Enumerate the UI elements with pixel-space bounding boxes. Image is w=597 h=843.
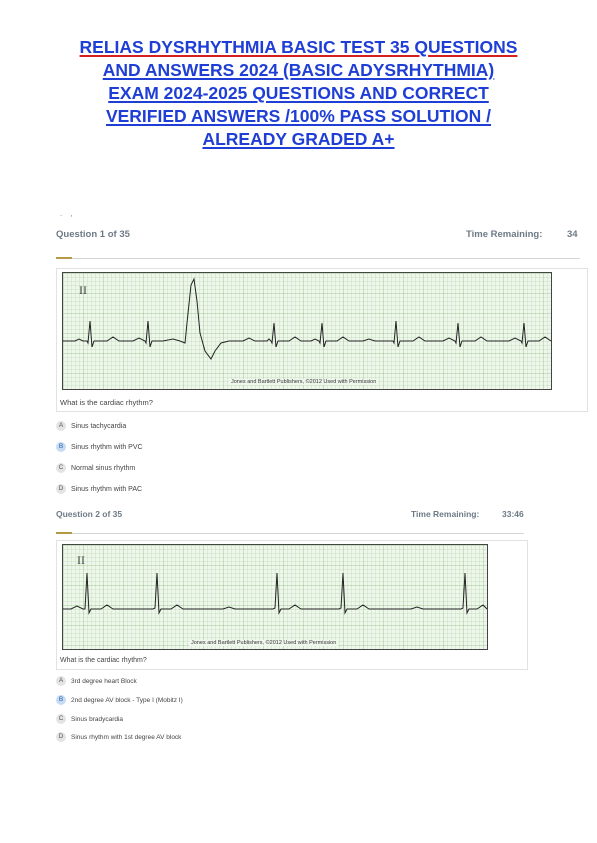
answer-label: Normal sinus rhythm (71, 464, 136, 472)
answer-letter-badge: A (56, 421, 66, 431)
answer-label: Sinus rhythm with PVC (71, 443, 143, 451)
question-1-ecg-strip (62, 272, 552, 390)
title-line-2: AND ANSWERS 2024 (BASIC ADYSRHYTHMIA) (102, 60, 495, 80)
answer-label: Sinus rhythm with PAC (71, 485, 143, 493)
question-1-prompt: What is the cardiac rhythm? (60, 398, 153, 407)
question-1-answer-c[interactable] (56, 463, 135, 473)
answer-label: Sinus rhythm with 1st degree AV block (71, 733, 182, 741)
question-1-answer-a[interactable] (56, 421, 126, 431)
answer-letter-badge-selected: B (56, 695, 66, 705)
question-1-answer-d[interactable] (56, 484, 142, 494)
answer-letter-badge: C (56, 714, 66, 724)
answer-letter-badge-selected: B (56, 442, 66, 452)
question-2-header: Question 2 of 35 (56, 509, 123, 519)
title-line-5: ALREADY GRADED A+ (202, 129, 395, 149)
answer-label: 3rd degree heart Block (71, 677, 137, 685)
question-2-divider (56, 533, 524, 534)
answer-label: 2nd degree AV block - Type I (Mobitz I) (71, 696, 183, 704)
answer-letter-badge: D (56, 484, 66, 494)
question-1-time-value: 34 (567, 229, 578, 240)
question-1-divider (56, 258, 580, 259)
question-2-answer-b[interactable] (56, 695, 183, 705)
answer-letter-badge: D (56, 732, 66, 742)
question-2-time-value: 33:46 (502, 509, 524, 519)
question-1-time-label: Time Remaining: (466, 229, 543, 240)
title-line-4: VERIFIED ANSWERS /100% PASS SOLUTION / (105, 106, 492, 126)
question-2-lead-label: II (77, 553, 85, 567)
question-1-answer-b[interactable] (56, 442, 143, 452)
answer-letter-badge: C (56, 463, 66, 473)
question-2-answer-a[interactable] (56, 676, 137, 686)
question-1-lead-label: II (79, 283, 87, 297)
cropped-text-fragment: . , (60, 209, 76, 218)
question-2-prompt: What is the cardiac rhythm? (60, 657, 147, 664)
answer-label: Sinus tachycardia (71, 422, 127, 430)
answer-label: Sinus bradycardia (71, 715, 124, 723)
question-2-answer-d[interactable] (56, 732, 181, 742)
title-line-3: EXAM 2024-2025 QUESTIONS AND CORRECT (108, 83, 489, 103)
answer-letter-badge: A (56, 676, 66, 686)
question-2-time-label: Time Remaining: (411, 509, 480, 519)
title-line-1: RELIAS DYSRHYTHMIA BASIC TEST 35 QUESTIONS (79, 37, 518, 57)
question-2-image-credit: Jones and Bartlett Publishers, ©2012 Used with Permission (191, 640, 337, 646)
question-1-ecg-trace (63, 273, 551, 389)
question-2-answer-c[interactable] (56, 714, 123, 724)
question-2-ecg-strip (62, 544, 488, 650)
question-1-image-credit: Jones and Bartlett Publishers, ©2012 Used with Permission (231, 379, 377, 385)
document-title (30, 36, 567, 151)
question-2-ecg-trace (63, 545, 487, 649)
question-1-header: Question 1 of 35 (56, 229, 130, 240)
progress-accent (56, 532, 72, 534)
progress-accent (56, 257, 72, 259)
